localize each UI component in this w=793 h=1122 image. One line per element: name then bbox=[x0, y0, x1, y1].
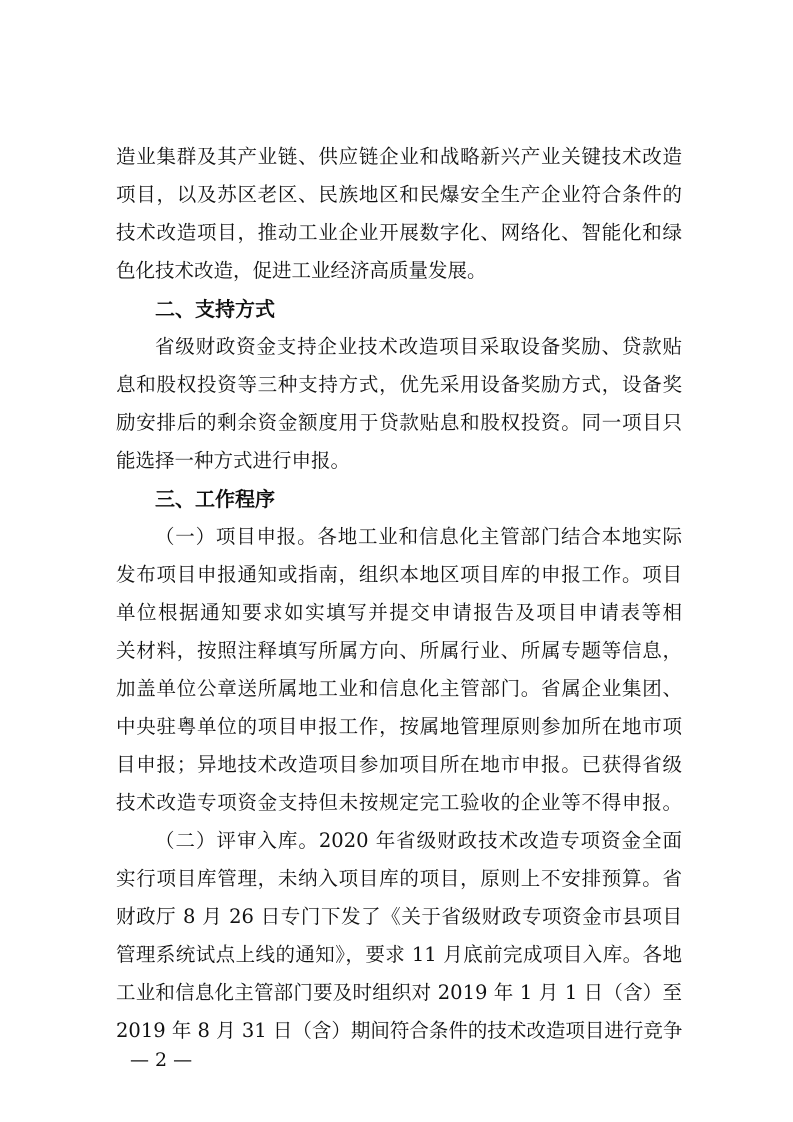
page-number: — 2 — bbox=[130, 1049, 193, 1071]
paragraph-line: 管理系统试点上线的通知》，要求 11 月底前完成项目入库。各地 bbox=[116, 943, 682, 966]
paragraph-line: 加盖单位公章送所属地工业和信息化主管部门。省属企业集团、 bbox=[116, 677, 682, 700]
section-heading: 三、工作程序 bbox=[155, 487, 275, 511]
paragraph-line: 单位根据通知要求如实填写并提交申请报告及项目申请表等相 bbox=[116, 601, 682, 624]
paragraph-line: （一）项目申报。各地工业和信息化主管部门结合本地实际 bbox=[155, 525, 682, 548]
paragraph-line: 项目，以及苏区老区、民族地区和民爆安全生产企业符合条件的 bbox=[116, 183, 682, 206]
paragraph-line: 色化技术改造，促进工业经济高质量发展。 bbox=[116, 259, 487, 282]
paragraph-line: 省级财政资金支持企业技术改造项目采取设备奖励、贷款贴 bbox=[155, 335, 682, 358]
paragraph-line: 能选择一种方式进行申报。 bbox=[116, 449, 351, 472]
paragraph-line: 技术改造专项资金支持但未按规定完工验收的企业等不得申报。 bbox=[116, 791, 682, 814]
paragraph-line: 2019 年 8 月 31 日（含）期间符合条件的技术改造项目进行竞争 bbox=[116, 1019, 682, 1042]
paragraph-line: 中央驻粤单位的项目申报工作，按属地管理原则参加所在地市项 bbox=[116, 715, 682, 738]
paragraph-line: 造业集群及其产业链、供应链企业和战略新兴产业关键技术改造 bbox=[116, 145, 682, 168]
paragraph-line: 财政厅 8 月 26 日专门下发了《关于省级财政专项资金市县项目 bbox=[116, 905, 682, 928]
paragraph-line: 关材料，按照注释填写所属方向、所属行业、所属专题等信息， bbox=[116, 639, 682, 662]
paragraph-line: （二）评审入库。2020 年省级财政技术改造专项资金全面 bbox=[155, 829, 682, 852]
paragraph-line: 工业和信息化主管部门要及时组织对 2019 年 1 月 1 日（含）至 bbox=[116, 981, 682, 1004]
paragraph-line: 技术改造项目，推动工业企业开展数字化、网络化、智能化和绿 bbox=[116, 221, 682, 244]
section-heading: 二、支持方式 bbox=[155, 297, 275, 321]
paragraph-line: 励安排后的剩余资金额度用于贷款贴息和股权投资。同一项目只 bbox=[116, 411, 682, 434]
paragraph-line: 实行项目库管理，未纳入项目库的项目，原则上不安排预算。省 bbox=[116, 867, 682, 890]
paragraph-line: 目申报；异地技术改造项目参加项目所在地市申报。已获得省级 bbox=[116, 753, 682, 776]
paragraph-line: 发布项目申报通知或指南，组织本地区项目库的申报工作。项目 bbox=[116, 563, 682, 586]
paragraph-line: 息和股权投资等三种支持方式，优先采用设备奖励方式，设备奖 bbox=[116, 373, 682, 396]
